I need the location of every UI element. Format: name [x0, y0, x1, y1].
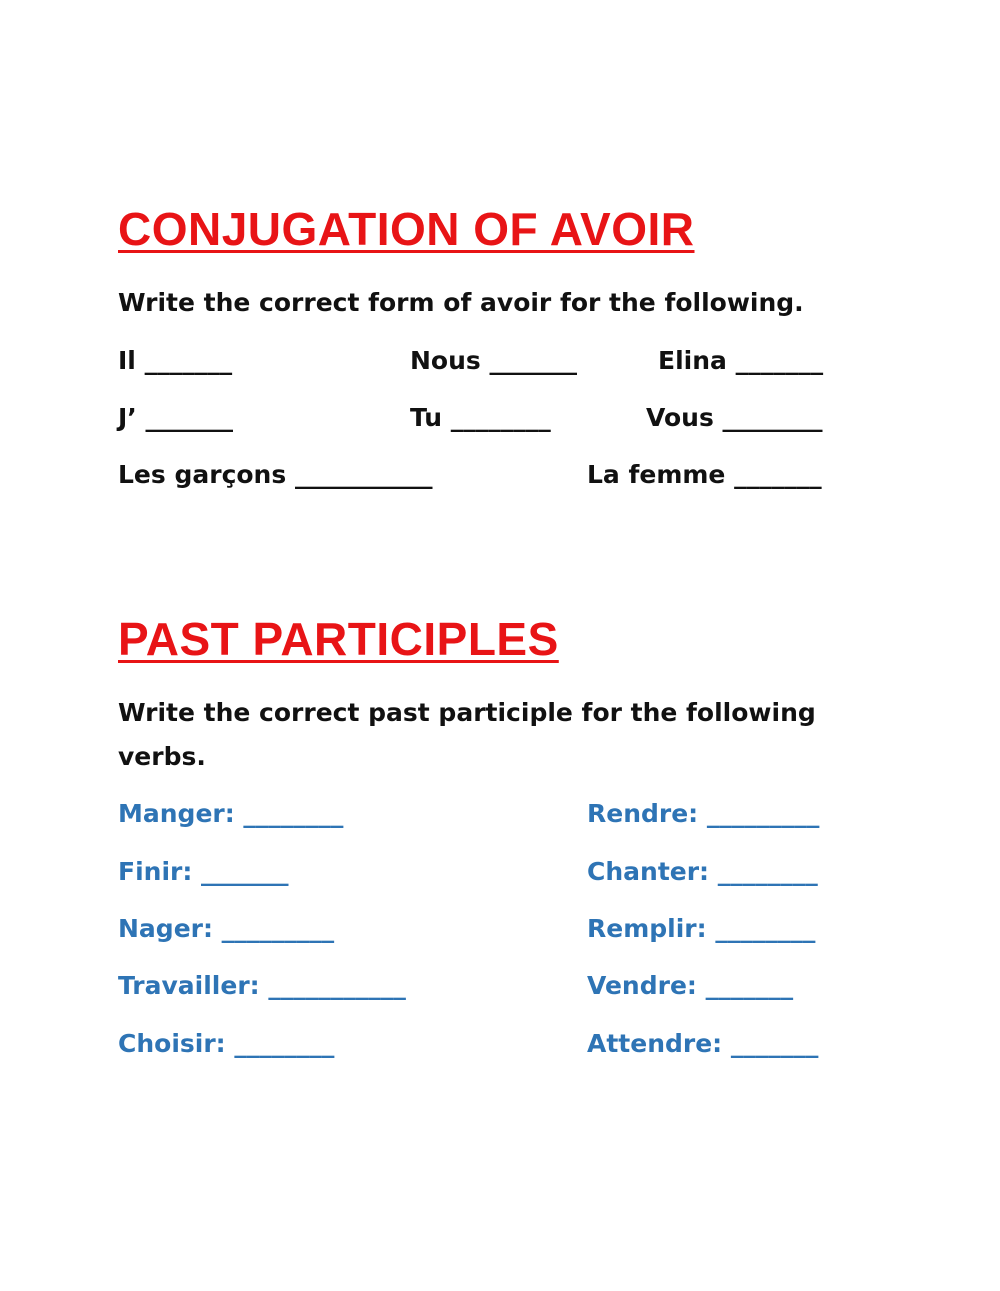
avoir-item-les-garcons: Les garçons ___________	[118, 460, 433, 489]
avoir-item-la-femme: La femme _______	[587, 460, 822, 489]
avoir-title: CONJUGATION OF AVOIR	[118, 203, 695, 255]
avoir-item-je: J’ _______	[118, 403, 234, 432]
verb-item-finir: Finir: _______	[118, 857, 289, 886]
verb-item-chanter: Chanter: ________	[587, 857, 818, 886]
verb-item-attendre: Attendre: _______	[587, 1029, 819, 1058]
participles-instruction-line1: Write the correct past participle for the following	[118, 698, 816, 727]
avoir-item-elina: Elina _______	[658, 346, 824, 375]
avoir-item-vous: Vous ________	[646, 403, 823, 432]
avoir-item-il: Il _______	[118, 346, 233, 375]
verb-item-remplir: Remplir: ________	[587, 914, 816, 943]
verb-item-nager: Nager: _________	[118, 914, 335, 943]
participles-instruction-line2: verbs.	[118, 742, 206, 771]
avoir-item-nous: Nous _______	[410, 346, 577, 375]
participles-title: PAST PARTICIPLES	[118, 613, 559, 665]
verb-item-travailler: Travailler: ___________	[118, 971, 406, 1000]
verb-item-vendre: Vendre: _______	[587, 971, 794, 1000]
verb-item-choisir: Choisir: ________	[118, 1029, 335, 1058]
verb-item-manger: Manger: ________	[118, 799, 344, 828]
verb-item-rendre: Rendre: _________	[587, 799, 820, 828]
avoir-instruction: Write the correct form of avoir for the following.	[118, 288, 804, 317]
avoir-item-tu: Tu ________	[410, 403, 551, 432]
